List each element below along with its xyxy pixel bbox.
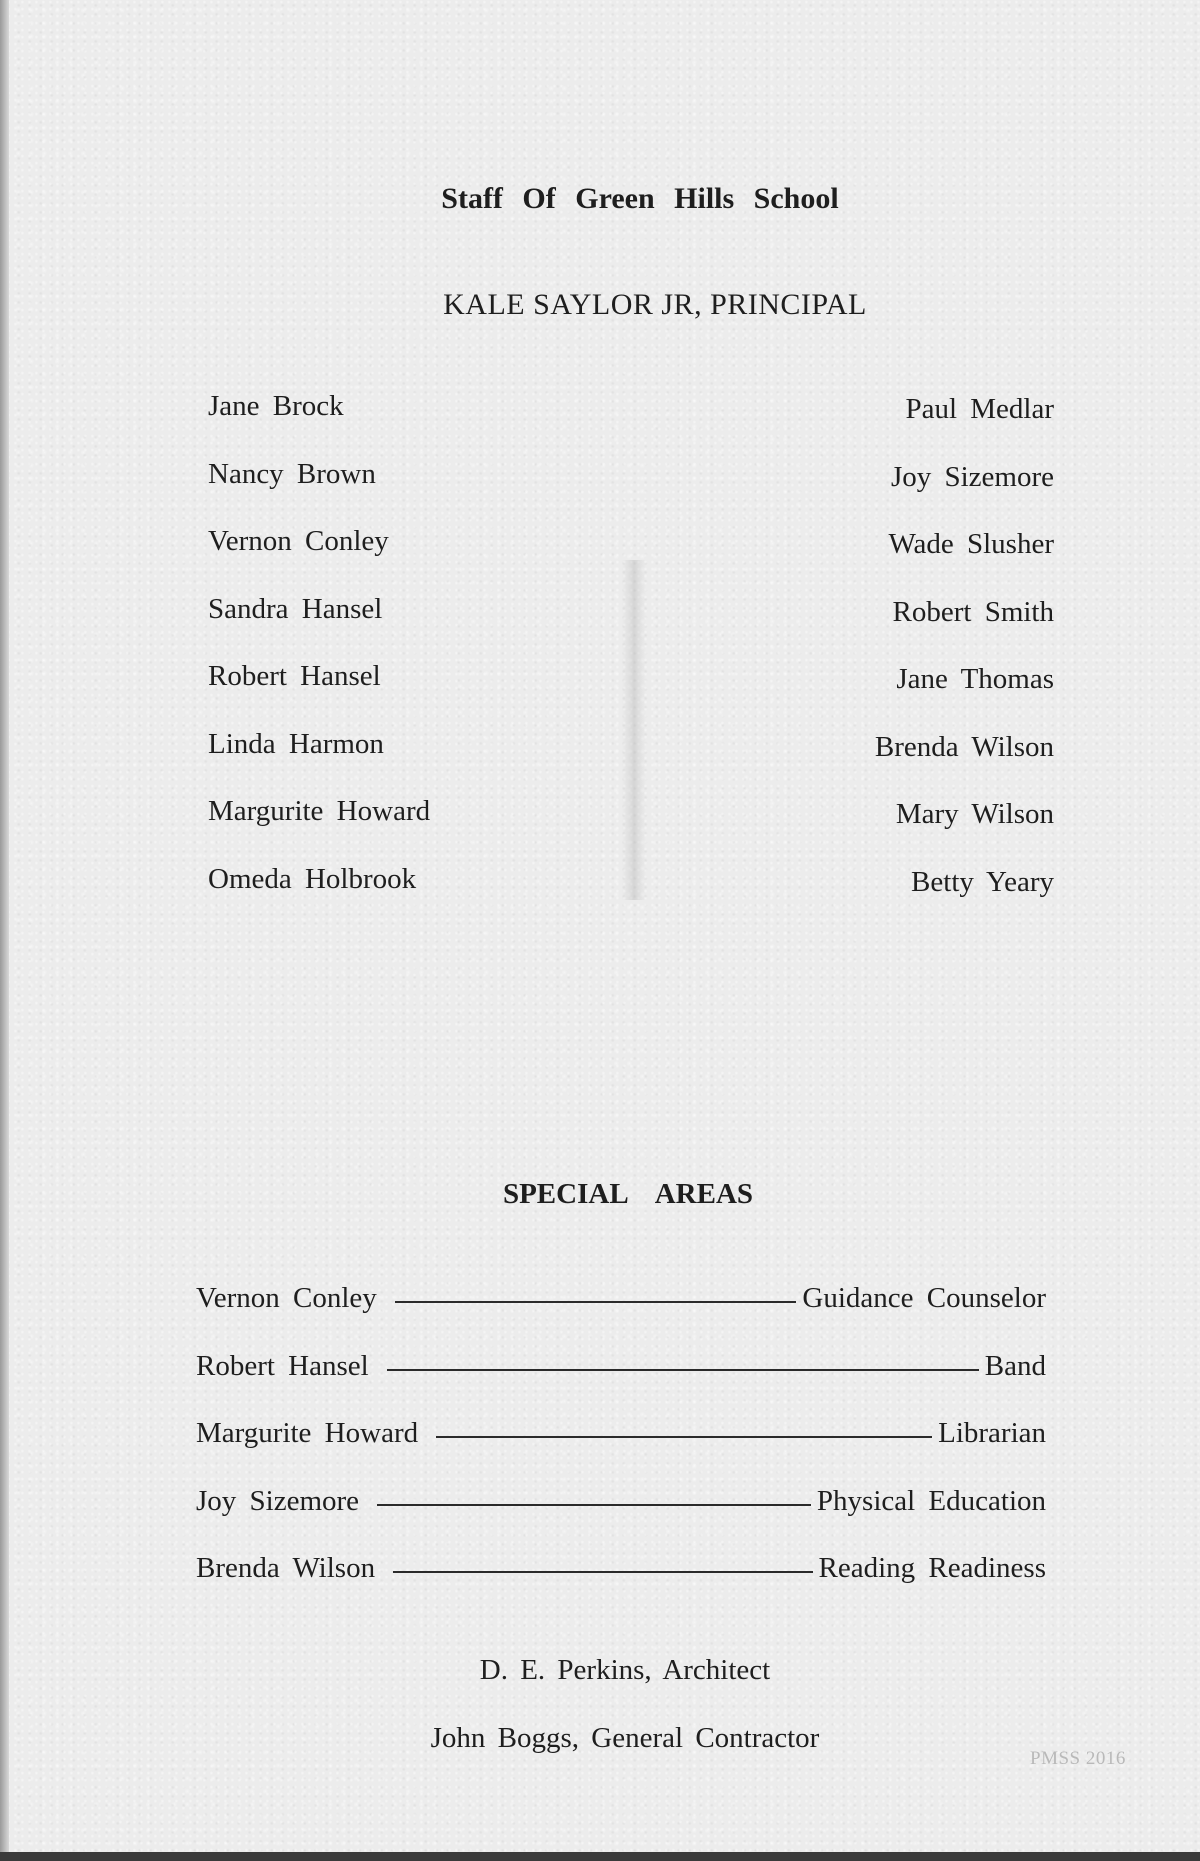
special-area-name: Brenda Wilson [196, 1552, 376, 1584]
special-area-row [196, 1417, 1046, 1485]
special-area-name: Joy Sizemore [196, 1484, 360, 1517]
staff-name: Robert Hansel [208, 660, 381, 692]
staff-name: Robert Smith [892, 595, 1054, 628]
special-area-row [196, 1485, 1046, 1553]
leader-line [387, 1369, 979, 1371]
staff-name: Jane Brock [208, 390, 344, 422]
leader-line [377, 1504, 811, 1506]
special-area-name: Vernon Conley [196, 1282, 377, 1314]
special-area-role: Band [984, 1349, 1046, 1382]
special-areas-heading: SPECIAL AREAS [502, 1178, 754, 1210]
staff-name: Wade Slusher [888, 528, 1054, 560]
leader-line [393, 1571, 812, 1573]
special-area-name: Margurite Howard [196, 1417, 419, 1449]
staff-name: Jane Thomas [896, 663, 1054, 695]
special-area-row [196, 1282, 1046, 1350]
page-left-edge [0, 0, 9, 1861]
special-area-name: Robert Hansel [196, 1349, 369, 1382]
page-bottom-edge [0, 1852, 1200, 1861]
archive-watermark: PMSS 2016 [1030, 1748, 1126, 1769]
special-area-role: Librarian [938, 1417, 1046, 1449]
special-area-row [196, 1350, 1046, 1418]
principal-line: KALE SAYLOR JR, PRINCIPAL [443, 288, 867, 321]
staff-name: Nancy Brown [208, 457, 376, 490]
staff-name: Mary Wilson [895, 798, 1054, 830]
special-area-row [196, 1552, 1046, 1620]
special-areas-list [196, 1282, 1046, 1620]
document-title: Staff Of Green Hills School [441, 182, 839, 215]
staff-list-left [208, 390, 628, 930]
staff-name: Margurite Howard [208, 795, 431, 827]
contractor-credit: John Boggs, General Contractor [430, 1722, 820, 1754]
leader-line [395, 1301, 797, 1303]
staff-name: Paul Medlar [905, 393, 1054, 425]
leader-line [436, 1436, 932, 1438]
staff-name: Omeda Holbrook [208, 862, 417, 895]
staff-name: Joy Sizemore [890, 460, 1054, 493]
staff-name: Linda Harmon [208, 727, 384, 760]
architect-credit: D. E. Perkins, Architect [479, 1654, 771, 1686]
staff-name: Betty Yeary [911, 865, 1054, 898]
staff-name: Sandra Hansel [208, 592, 383, 625]
special-area-role: Guidance Counselor [802, 1282, 1046, 1314]
special-area-role: Reading Readiness [818, 1552, 1046, 1584]
staff-list-right [640, 393, 1054, 933]
staff-name: Vernon Conley [208, 525, 389, 557]
staff-name: Brenda Wilson [874, 730, 1054, 763]
special-area-role: Physical Education [816, 1484, 1046, 1517]
